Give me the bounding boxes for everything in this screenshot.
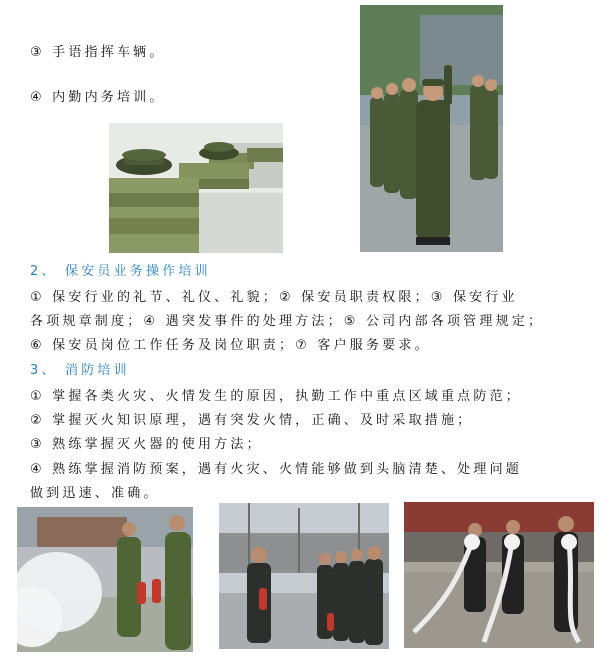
- photo-extinguisher-demo: [219, 503, 389, 649]
- section3-line-3: ③ 熟练掌握灭火器的使用方法；: [30, 437, 263, 452]
- section2-heading: 2、 保安员业务操作培训: [30, 264, 211, 279]
- photo-folded-quilts: [109, 123, 283, 253]
- section3-line-1: ① 掌握各类火灾、火情发生的原因，执勤工作中重点区域重点防范；: [30, 389, 522, 404]
- intro-item-housekeeping: ④ 内勤内务培训。: [30, 90, 166, 105]
- section2-line-1: ① 保安行业的礼节、礼仪、礼貌；② 保安员职责权限；③ 保安行业: [30, 290, 518, 305]
- section3-line-4: ④ 熟练掌握消防预案，遇有火灾、火情能够做到头脑清楚、处理问题: [30, 462, 522, 477]
- section2-line-3: ⑥ 保安员岗位工作任务及岗位职责；⑦ 客户服务要求。: [30, 338, 431, 353]
- section2-line-2: 各项规章制度；④ 遇突发事件的处理方法；⑤ 公司内部各项管理规定；: [30, 314, 545, 329]
- section3-line-2: ② 掌握灭火知识原理，遇有突发火情，正确、及时采取措施；: [30, 413, 474, 428]
- photo-formation-salute: [360, 5, 503, 252]
- intro-item-hand-signals: ③ 手语指挥车辆。: [30, 45, 166, 60]
- section3-heading: 3、 消防培训: [30, 363, 130, 378]
- photo-fire-hose: [404, 502, 594, 648]
- section3-line-5: 做到迅速、准确。: [30, 486, 160, 501]
- photo-extinguisher-spray: [17, 507, 193, 652]
